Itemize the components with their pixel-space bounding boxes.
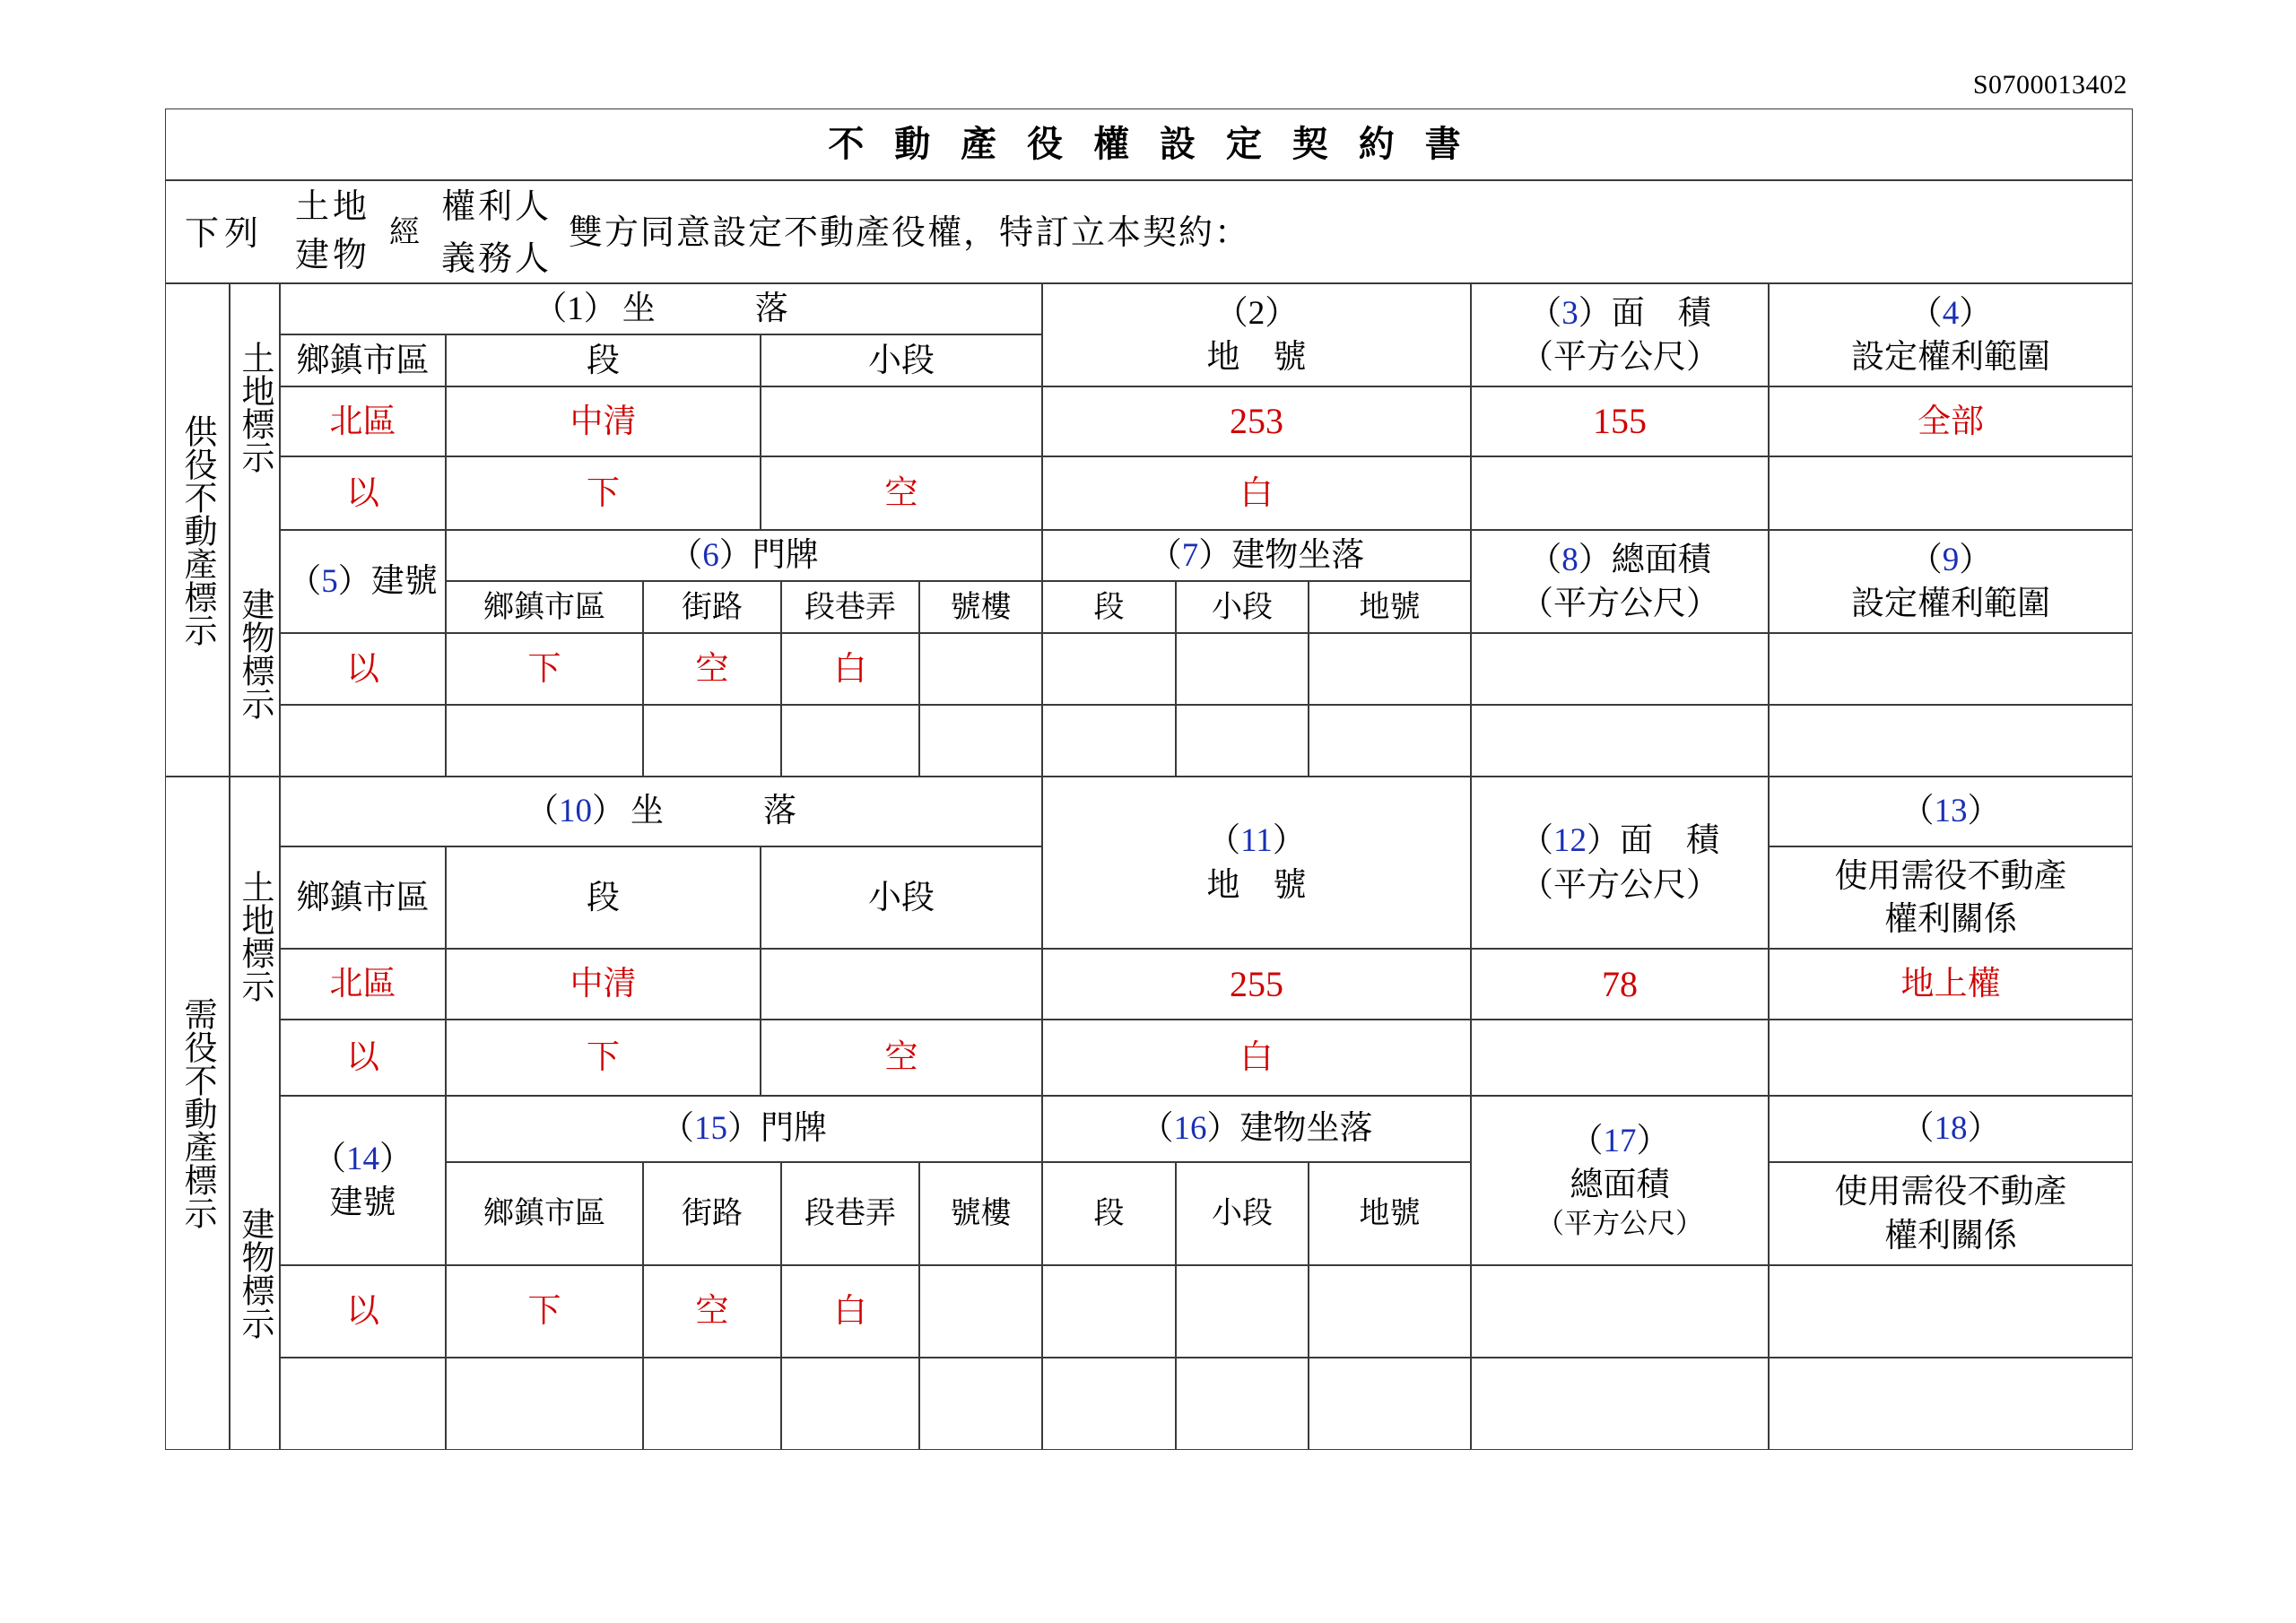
subheader-section: 段 (1093, 1195, 1125, 1232)
blank-marker: 下 (527, 648, 561, 688)
subheader-number-floor: 號樓 (950, 1195, 1012, 1232)
header-building-location: （16）建物坐落 (1140, 1108, 1373, 1148)
subheader-subsection: 小段 (868, 340, 935, 379)
blank-marker: 下 (587, 1037, 620, 1077)
header-lot-number: （2） 地 號 (1206, 292, 1307, 376)
land-area-value: 78 (1602, 963, 1638, 1004)
land-area-value-2 (1471, 456, 1769, 530)
land-section-value: 中清 (570, 964, 637, 1003)
blank-marker: 下 (587, 473, 620, 512)
subheader-district: 鄉鎮市區 (483, 588, 605, 625)
header-location: （1） 坐 落 (534, 288, 788, 327)
subheader-subsection: 小段 (1212, 1195, 1273, 1232)
header-lot-number: （11） 地 號 (1206, 820, 1307, 904)
land-relation-value: 地上權 (1900, 964, 2001, 1003)
land-scope-value: 全部 (1918, 401, 1984, 440)
blank-marker: 空 (695, 648, 729, 688)
subheader-district: 鄉鎮市區 (483, 1195, 605, 1232)
land-lot-value: 255 (1230, 963, 1283, 1004)
subheader-subsection: 小段 (1212, 588, 1273, 625)
land-subsection-value (761, 386, 1042, 456)
subheader-number-floor: 號樓 (950, 588, 1012, 625)
subheader-section: 段 (587, 340, 620, 379)
header-right-relation-label: 使用需役不動產 權利關係 (1834, 1172, 2067, 1254)
form-title: 不 動 產 役 權 設 定 契 約 書 (828, 123, 1470, 165)
blank-marker: 以 (346, 1291, 379, 1331)
blank-marker: 白 (1239, 1037, 1274, 1077)
easement-contract-form (165, 108, 2133, 1450)
blank-marker: 以 (346, 648, 379, 688)
subheader-lane: 段巷弄 (804, 1195, 896, 1232)
header-building-location: （7）建物坐落 (1148, 534, 1365, 574)
land-lot-value: 253 (1230, 401, 1283, 441)
land-area-value: 155 (1593, 401, 1647, 441)
subheader-district: 鄉鎮市區 (296, 877, 430, 916)
intro-lead: 下列 (185, 213, 265, 253)
dominant-group-label: 需役不動產標示 (178, 997, 218, 1229)
option-land: 土地 (295, 186, 371, 226)
blank-marker: 空 (884, 1037, 918, 1077)
land-scope-value-2 (1769, 456, 2133, 530)
blank-marker: 下 (527, 1291, 561, 1331)
intro-statement: 雙方同意設定不動產役權，特訂立本契約： (569, 212, 1251, 252)
subheader-street: 街路 (682, 588, 743, 625)
header-building-number: （14） 建號 (313, 1138, 413, 1221)
header-doorplate: （15）門牌 (661, 1108, 827, 1148)
land-district-value: 北區 (329, 964, 396, 1003)
header-total-area: （8）總面積 （平方公尺） (1520, 539, 1719, 622)
option-building: 建物 (295, 234, 371, 274)
header-doorplate: （6）門牌 (669, 534, 819, 574)
blank-marker: 以 (346, 473, 379, 512)
header-right-scope: （4） 設定權利範圍 (1851, 292, 2050, 376)
blank-marker: 白 (1239, 473, 1274, 512)
subheader-subsection: 小段 (868, 877, 935, 916)
land-section-value: 中清 (570, 401, 637, 440)
document-id: S0700013402 (1972, 70, 2127, 100)
header-right-relation: （18） (1900, 1108, 2001, 1148)
option-obligor: 義務人 (441, 238, 552, 278)
header-location: （10） 坐 落 (526, 791, 796, 830)
header-right-relation-label: 使用需役不動產 權利關係 (1834, 855, 2067, 938)
land-subsection-value (761, 949, 1042, 1020)
header-right-scope: （9） 設定權利範圍 (1851, 539, 2050, 622)
intro-via: 經 (389, 213, 420, 250)
subheader-lane: 段巷弄 (804, 588, 896, 625)
subheader-lot: 地號 (1359, 1195, 1421, 1232)
dominant-land-label: 土地標示 (236, 870, 275, 1002)
header-total-area: （17） 總面積 （平方公尺） (1536, 1120, 1703, 1240)
header-building-number: （5）建號 (288, 560, 438, 600)
servient-group-label: 供役不動產標示 (178, 413, 218, 647)
land-district-value: 北區 (329, 401, 396, 440)
dominant-building-label: 建物標示 (236, 1206, 275, 1340)
blank-marker: 以 (346, 1037, 379, 1077)
servient-building-label: 建物標示 (236, 586, 275, 720)
header-area: （12）面 積 （平方公尺） (1520, 820, 1719, 904)
subheader-district: 鄉鎮市區 (296, 340, 430, 379)
servient-land-label: 土地標示 (236, 340, 275, 473)
header-right-relation: （13） (1900, 791, 2001, 830)
subheader-lot: 地號 (1359, 588, 1421, 625)
blank-marker: 空 (695, 1291, 729, 1331)
header-area: （3）面 積 （平方公尺） (1520, 292, 1719, 376)
blank-marker: 白 (833, 648, 867, 688)
subheader-section: 段 (587, 877, 620, 916)
subheader-street: 街路 (682, 1195, 743, 1232)
blank-marker: 空 (884, 473, 918, 512)
blank-marker: 白 (833, 1291, 867, 1331)
subheader-section: 段 (1093, 588, 1125, 625)
option-rights-holder: 權利人 (441, 186, 552, 226)
